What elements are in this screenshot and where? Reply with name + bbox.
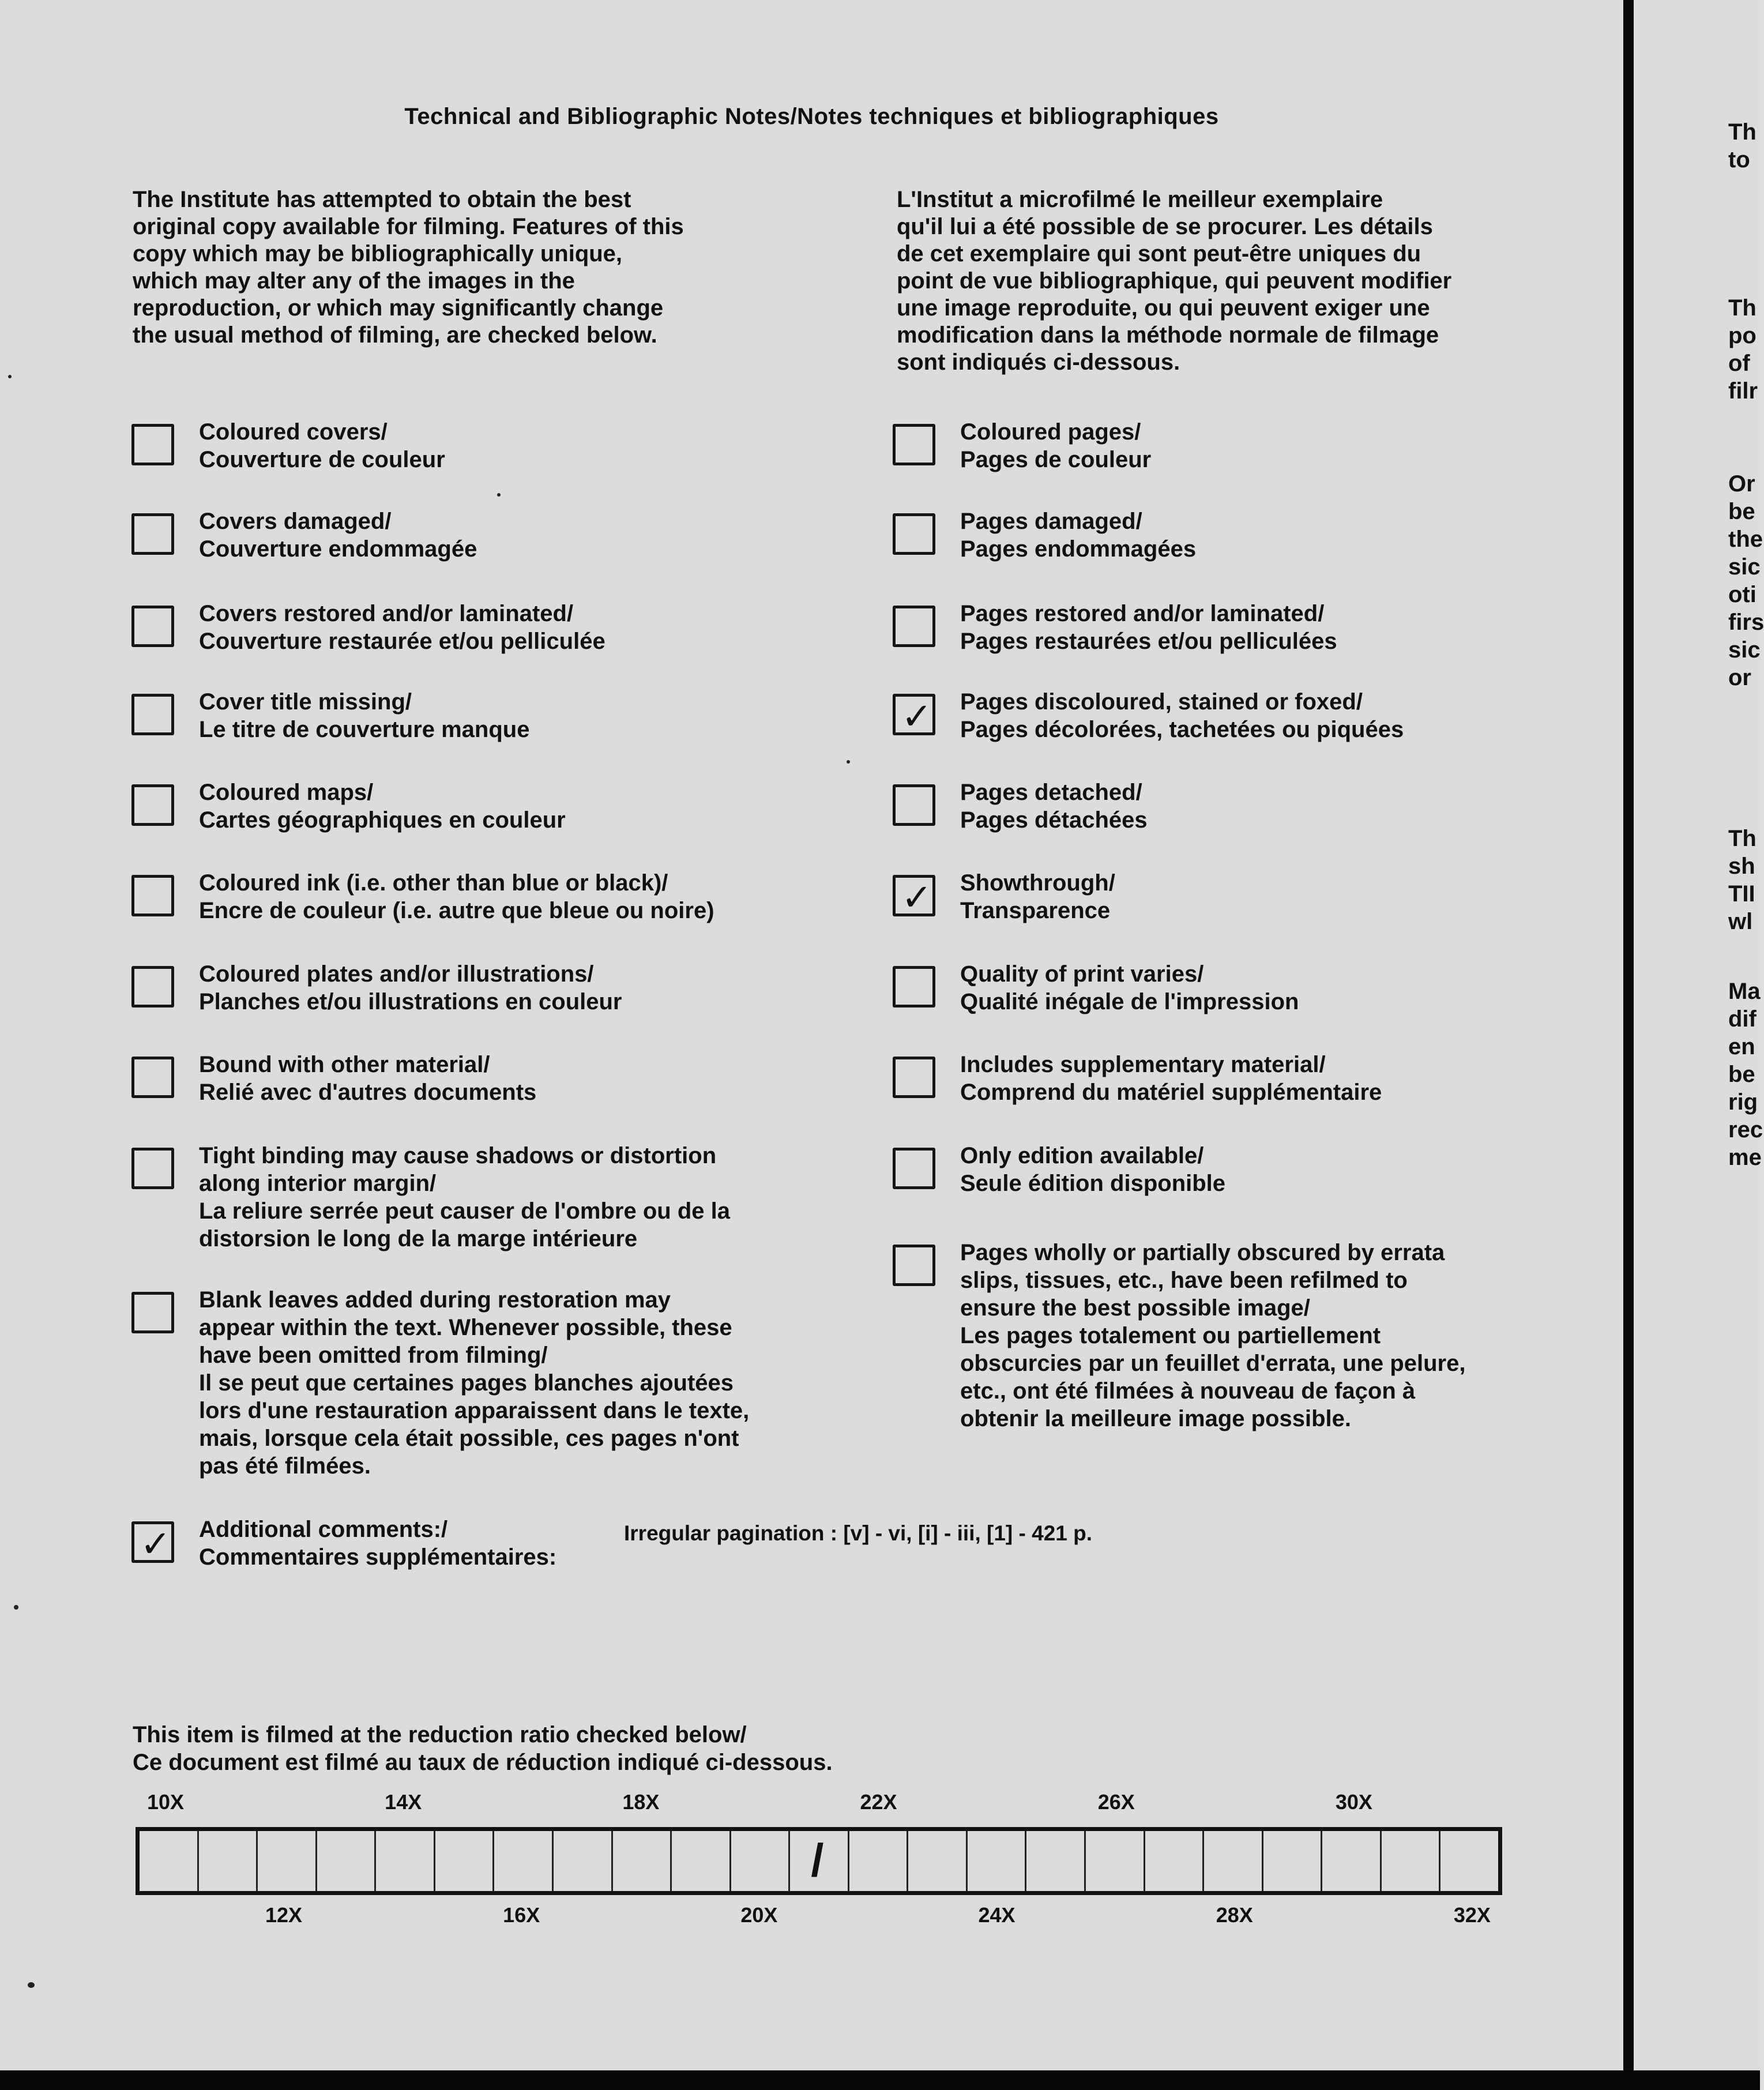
ratio-cell[interactable] — [1440, 1831, 1498, 1891]
checklist-item-line: Pages wholly or partially obscured by errata — [960, 1240, 1445, 1265]
ratio-cell[interactable] — [494, 1831, 554, 1891]
checklist-item-line: Showthrough/ — [960, 870, 1115, 896]
checklist-item-label — [960, 688, 1404, 743]
adjacent-page-line: the — [1728, 527, 1763, 552]
checklist-item-line: Coloured pages/ — [960, 419, 1141, 445]
adjacent-page-line: rec — [1728, 1117, 1763, 1142]
adjacent-page-line: Or — [1728, 471, 1755, 497]
scale-label-top: 22X — [860, 1790, 897, 1814]
ratio-cell[interactable] — [258, 1831, 317, 1891]
adjacent-page-text — [1728, 118, 1757, 174]
intro-english — [133, 186, 684, 349]
adjacent-page-line: en — [1728, 1034, 1755, 1059]
additional-comments-value: Irregular pagination : [v] - vi, [i] - iii, [1] - 421 p. — [624, 1521, 1093, 1545]
intro-line: une image reproduite, ou qui peuvent exiger une — [897, 295, 1430, 321]
bottom-border — [0, 2070, 1760, 2090]
checklist-item-label — [960, 1142, 1225, 1197]
checkmark-icon: ✓ — [901, 877, 932, 918]
adjacent-page-line: oti — [1728, 582, 1757, 607]
checklist-item-line: ensure the best possible image/ — [960, 1295, 1310, 1321]
ratio-cell[interactable] — [968, 1831, 1027, 1891]
checklist-item-line: Pages endommagées — [960, 536, 1197, 562]
ratio-cell[interactable] — [731, 1831, 791, 1891]
checklist-item-line: Couverture endommagée — [199, 536, 477, 562]
adjacent-page-text — [1728, 470, 1764, 691]
intro-line: de cet exemplaire qui sont peut-être uniques du — [897, 241, 1421, 266]
adjacent-page-line: be — [1728, 1062, 1755, 1087]
checklist-item-label — [199, 600, 605, 655]
intro-line: sont indiqués ci-dessous. — [897, 349, 1180, 375]
checkbox[interactable] — [131, 513, 174, 555]
checkbox[interactable] — [893, 1057, 935, 1098]
checklist-item-line: Covers restored and/or laminated/ — [199, 601, 574, 626]
ratio-cell[interactable] — [199, 1831, 258, 1891]
checkbox[interactable] — [131, 966, 174, 1008]
checkbox[interactable] — [893, 424, 935, 465]
ratio-cell[interactable] — [790, 1831, 849, 1891]
checkbox[interactable] — [131, 1148, 174, 1189]
checklist-item-line: Relié avec d'autres documents — [199, 1080, 537, 1105]
reduction-ratio-grid — [136, 1827, 1502, 1895]
adjacent-page-line: filr — [1728, 378, 1758, 404]
scale-label-bottom: 20X — [740, 1903, 778, 1927]
checklist-item-label — [199, 508, 477, 563]
checklist-item-line: Pages détachées — [960, 807, 1148, 833]
checklist-item-label — [199, 1142, 730, 1253]
checklist-item-label — [199, 869, 714, 924]
checklist-item-line: La reliure serrée peut causer de l'ombre ou de la — [199, 1198, 730, 1224]
adjacent-page-line: TII — [1728, 881, 1755, 907]
scale-label-bottom: 12X — [265, 1903, 303, 1927]
scale-label-bottom: 24X — [978, 1903, 1015, 1927]
ratio-cell[interactable] — [672, 1831, 731, 1891]
dust-speck — [28, 1982, 35, 1988]
ratio-cell[interactable] — [613, 1831, 672, 1891]
checklist-item-line: Coloured ink (i.e. other than blue or black)/ — [199, 870, 668, 896]
checklist-item-line: Includes supplementary material/ — [960, 1052, 1326, 1077]
checklist-item-line: Only edition available/ — [960, 1143, 1204, 1168]
checklist-item-line: Additional comments:/ — [199, 1517, 448, 1542]
checkbox[interactable] — [893, 784, 935, 826]
ratio-cell[interactable] — [140, 1831, 199, 1891]
checklist-item-label — [960, 418, 1151, 473]
intro-line: The Institute has attempted to obtain the best — [133, 187, 631, 212]
checklist-item-line: Pages discoloured, stained or foxed/ — [960, 689, 1363, 715]
checkbox[interactable] — [893, 513, 935, 555]
ratio-cell[interactable] — [908, 1831, 968, 1891]
checklist-item-label — [960, 869, 1115, 924]
adjacent-page-fragment — [1634, 0, 1764, 2090]
checklist-item-line: Comprend du matériel supplémentaire — [960, 1080, 1382, 1105]
checklist-item-line: Covers damaged/ — [199, 509, 392, 534]
checklist-item-line: Qualité inégale de l'impression — [960, 989, 1299, 1014]
checklist-item-line: slips, tissues, etc., have been refilmed to — [960, 1268, 1408, 1293]
page-title: Technical and Bibliographic Notes/Notes techniques et bibliographiques — [404, 104, 1219, 129]
adjacent-page-line: firs — [1728, 610, 1764, 635]
intro-line: reproduction, or which may significantly change — [133, 295, 664, 321]
checkmark-icon: ✓ — [140, 1523, 171, 1565]
ratio-cell[interactable] — [376, 1831, 435, 1891]
adjacent-page-line: sic — [1728, 637, 1761, 663]
ratio-cell[interactable] — [1382, 1831, 1441, 1891]
intro-french — [897, 186, 1451, 376]
adjacent-page-line: be — [1728, 499, 1755, 524]
checkbox[interactable] — [131, 1292, 174, 1333]
checkmark-icon: ✓ — [901, 696, 932, 737]
checklist-item-line: Pages damaged/ — [960, 509, 1142, 534]
checklist-item-line: pas été filmées. — [199, 1453, 371, 1479]
checkbox[interactable] — [893, 875, 935, 916]
checklist-item-line: lors d'une restauration apparaissent dans le texte, — [199, 1398, 750, 1423]
intro-line: original copy available for filming. Features of this — [133, 214, 684, 239]
scale-label-top: 18X — [622, 1790, 660, 1814]
adjacent-page-line: Th — [1728, 295, 1757, 321]
adjacent-page-line: me — [1728, 1145, 1762, 1170]
checklist-item-line: Pages décolorées, tachetées ou piquées — [960, 717, 1404, 742]
checklist-item-label — [199, 1516, 556, 1571]
adjacent-page-line: rig — [1728, 1089, 1758, 1115]
checklist-item-label — [960, 960, 1299, 1016]
checklist-item-line: obscurcies par un feuillet d'errata, une pelure, — [960, 1351, 1466, 1376]
adjacent-page-line: Ma — [1728, 979, 1761, 1004]
checklist-item-label — [960, 1239, 1465, 1433]
checklist-item-line: mais, lorsque cela était possible, ces pages n'ont — [199, 1426, 739, 1451]
intro-line: copy which may be bibliographically unique, — [133, 241, 623, 266]
checklist-item-label — [960, 1051, 1382, 1106]
checklist-item-line: Bound with other material/ — [199, 1052, 490, 1077]
checklist-item-line: Coloured covers/ — [199, 419, 388, 445]
checkbox[interactable] — [131, 606, 174, 647]
adjacent-page-line: of — [1728, 351, 1750, 376]
checkbox[interactable] — [893, 694, 935, 735]
checklist-item-label — [960, 600, 1337, 655]
checklist-item-line: distorsion le long de la marge intérieure — [199, 1226, 638, 1251]
page-divider — [1623, 0, 1634, 2090]
dust-speck — [14, 1605, 18, 1610]
checklist-item-line: Couverture de couleur — [199, 447, 445, 472]
adjacent-page-line: po — [1728, 323, 1757, 348]
dust-speck — [8, 375, 12, 378]
adjacent-page-line: sic — [1728, 554, 1761, 580]
dust-speck — [847, 760, 850, 764]
checklist-item-label — [199, 418, 445, 473]
checklist-item-label — [199, 1286, 749, 1480]
checklist-item-label — [199, 688, 529, 743]
scale-label-top: 26X — [1097, 1790, 1135, 1814]
checklist-item-line: Transparence — [960, 898, 1111, 923]
checklist-item-line: Blank leaves added during restoration may — [199, 1287, 671, 1313]
checklist-item-line: Encre de couleur (i.e. autre que bleue ou noire) — [199, 898, 714, 923]
ratio-cell[interactable] — [1026, 1831, 1086, 1891]
checklist-item-line: Commentaires supplémentaires: — [199, 1544, 557, 1570]
adjacent-page-line: Th — [1728, 826, 1757, 851]
checklist-item-label — [960, 508, 1196, 563]
checklist-item-line: Couverture restaurée et/ou pelliculée — [199, 629, 605, 654]
scale-label-bottom: 28X — [1216, 1903, 1253, 1927]
reduction-ratio-intro — [133, 1721, 833, 1776]
checklist-item-label — [199, 779, 566, 834]
checkbox[interactable] — [131, 424, 174, 465]
checklist-item-label — [960, 779, 1148, 834]
adjacent-page-line: wl — [1728, 909, 1753, 934]
checkbox[interactable] — [131, 784, 174, 826]
checklist-item-line: Pages de couleur — [960, 447, 1152, 472]
scale-label-bottom: 32X — [1453, 1903, 1491, 1927]
checklist-item-line: along interior margin/ — [199, 1171, 437, 1196]
adjacent-page-text — [1728, 294, 1758, 405]
checklist-item-line: Pages restored and/or laminated/ — [960, 601, 1325, 626]
checklist-item-line: obtenir la meilleure image possible. — [960, 1406, 1351, 1431]
adjacent-page-text — [1728, 825, 1757, 935]
reduction-intro-line: Ce document est filmé au taux de réduction indiqué ci-dessous. — [133, 1750, 833, 1775]
checkbox[interactable] — [893, 606, 935, 647]
checklist-item-line: Quality of print varies/ — [960, 961, 1204, 987]
checklist-item-line: Coloured maps/ — [199, 780, 374, 805]
scale-label-top: 30X — [1335, 1790, 1372, 1814]
ratio-cell[interactable] — [1263, 1831, 1323, 1891]
intro-line: the usual method of filming, are checked below. — [133, 322, 657, 348]
checklist-item-line: Le titre de couverture manque — [199, 717, 530, 742]
checkbox[interactable] — [131, 875, 174, 916]
ratio-cell[interactable] — [317, 1831, 377, 1891]
checklist-item-label — [199, 960, 622, 1016]
checkbox[interactable] — [893, 1245, 935, 1286]
checklist-item-line: have been omitted from filming/ — [199, 1343, 548, 1368]
checklist-item-line: Cartes géographiques en couleur — [199, 807, 566, 833]
intro-line: qu'il lui a été possible de se procurer. Les détails — [897, 214, 1433, 239]
checklist-item-line: Coloured plates and/or illustrations/ — [199, 961, 594, 987]
checkbox[interactable] — [131, 694, 174, 735]
ratio-cell[interactable] — [1204, 1831, 1263, 1891]
checklist-item-line: Il se peut que certaines pages blanches ajoutées — [199, 1370, 734, 1396]
adjacent-page-line: to — [1728, 147, 1750, 172]
checklist-item-line: etc., ont été filmées à nouveau de façon à — [960, 1378, 1416, 1404]
checklist-item-line: appear within the text. Whenever possible, these — [199, 1315, 732, 1340]
checklist-item-label — [199, 1051, 536, 1106]
reduction-intro-line: This item is filmed at the reduction ratio checked below/ — [133, 1722, 747, 1747]
checkbox[interactable] — [131, 1521, 174, 1563]
scale-label-bottom: 16X — [503, 1903, 540, 1927]
checkbox[interactable] — [893, 1148, 935, 1189]
checklist-item-line: Seule édition disponible — [960, 1171, 1226, 1196]
intro-line: modification dans la méthode normale de filmage — [897, 322, 1439, 348]
ratio-cell[interactable] — [1145, 1831, 1205, 1891]
dust-speck — [497, 493, 501, 497]
ratio-cell[interactable] — [1322, 1831, 1382, 1891]
adjacent-page-text — [1728, 978, 1763, 1171]
scale-label-top: 10X — [147, 1790, 185, 1814]
checklist-item-line: Pages restaurées et/ou pelliculées — [960, 629, 1337, 654]
ratio-cell[interactable] — [1086, 1831, 1145, 1891]
checkbox[interactable] — [893, 966, 935, 1008]
intro-line: L'Institut a microfilmé le meilleur exemplaire — [897, 187, 1383, 212]
checklist-item-line: Planches et/ou illustrations en couleur — [199, 989, 622, 1014]
adjacent-page-line: sh — [1728, 854, 1755, 879]
intro-line: point de vue bibliographique, qui peuvent modifier — [897, 268, 1452, 294]
intro-line: which may alter any of the images in the — [133, 268, 575, 294]
ratio-cell[interactable] — [554, 1831, 613, 1891]
checkbox[interactable] — [131, 1057, 174, 1098]
adjacent-page-line: or — [1728, 665, 1751, 690]
checklist-item-line: Les pages totalement ou partiellement — [960, 1323, 1381, 1348]
ratio-cell[interactable] — [849, 1831, 909, 1891]
adjacent-page-line: Th — [1728, 119, 1757, 145]
checklist-item-line: Tight binding may cause shadows or distortion — [199, 1143, 717, 1168]
checklist-item-line: Pages detached/ — [960, 780, 1142, 805]
ratio-cell[interactable] — [435, 1831, 495, 1891]
ratio-check-mark: / — [811, 1835, 824, 1886]
adjacent-page-line: dif — [1728, 1006, 1757, 1032]
checklist-item-line: Cover title missing/ — [199, 689, 412, 715]
scale-label-top: 14X — [385, 1790, 422, 1814]
